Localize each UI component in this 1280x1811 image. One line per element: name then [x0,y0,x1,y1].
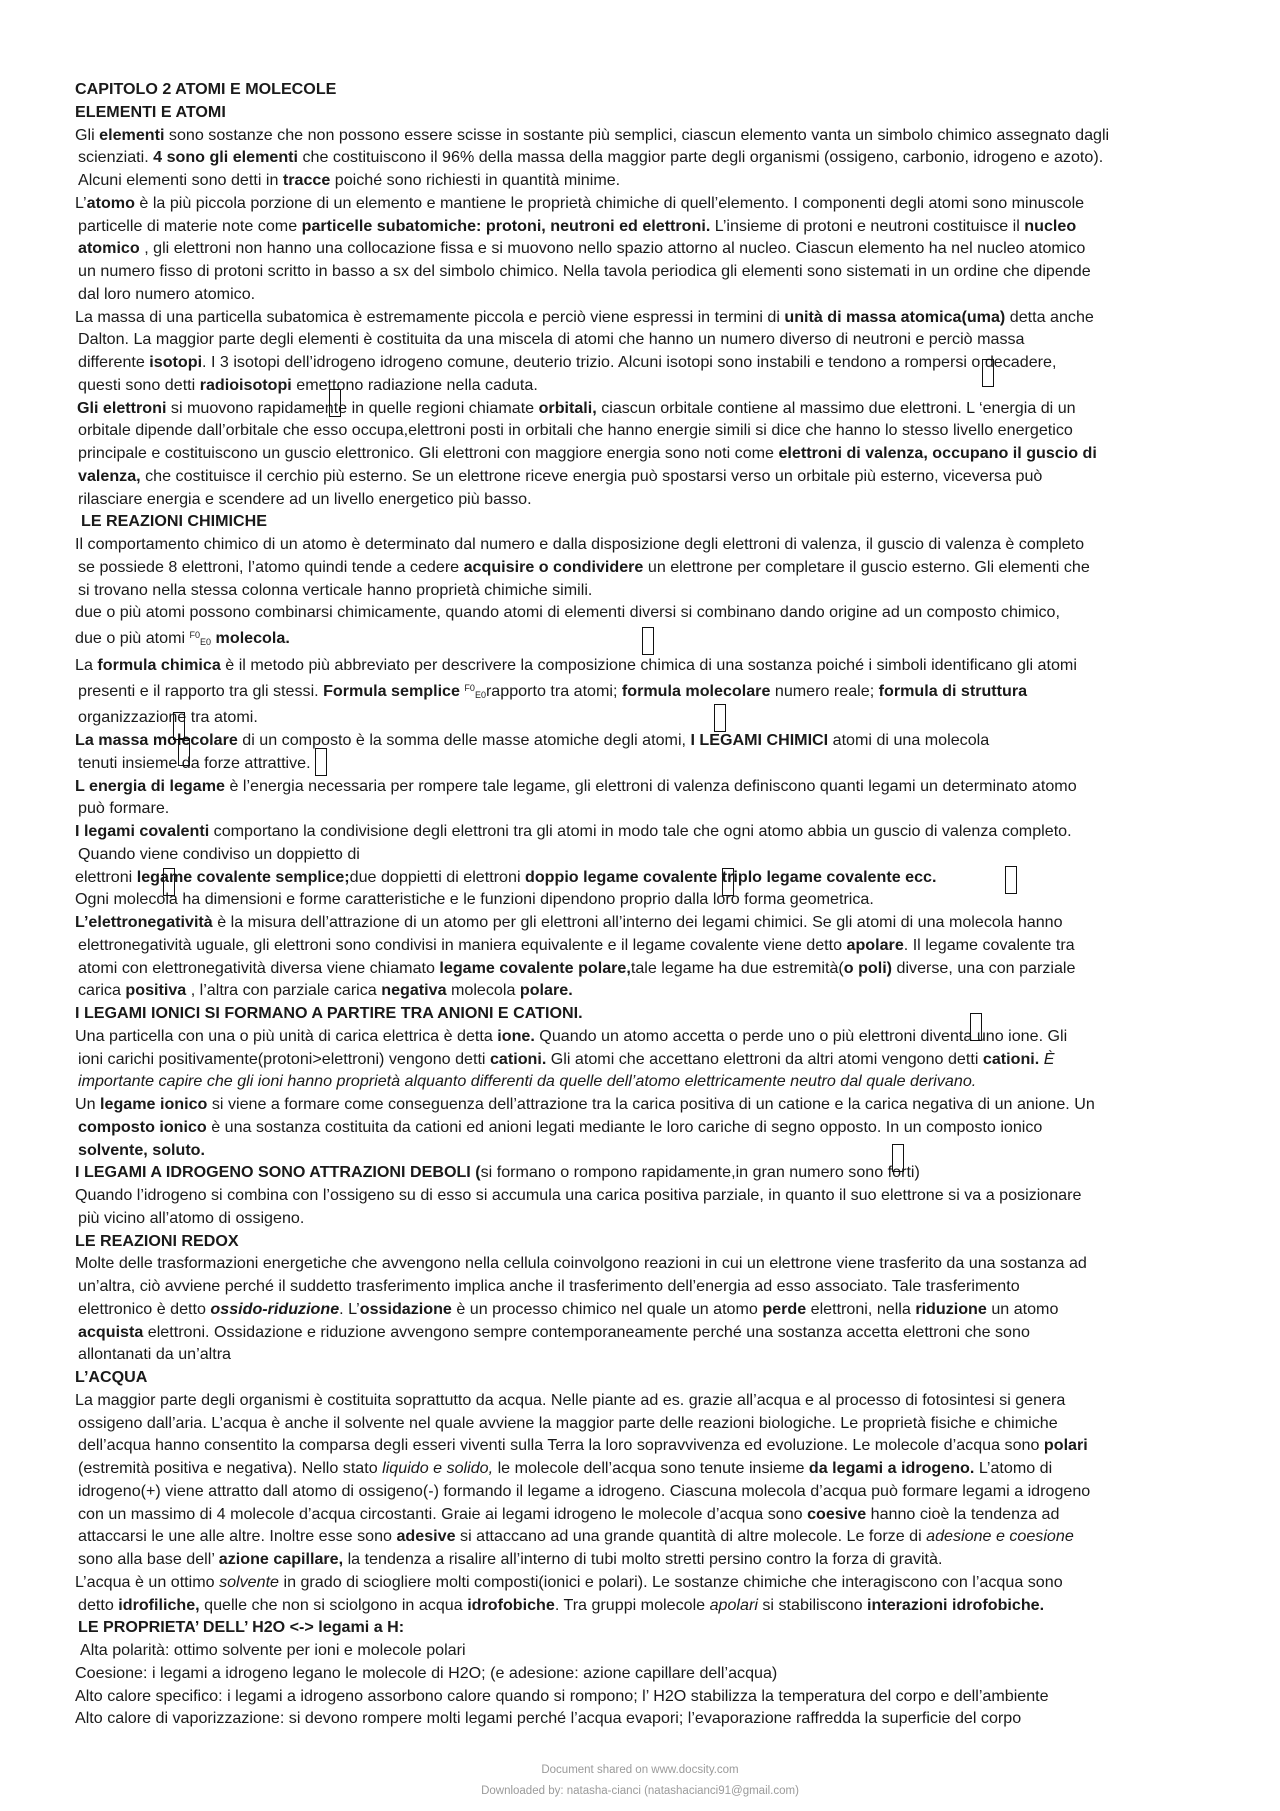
text-run: con un massimo di 4 molecole d’acqua circostanti. Graie ai legami idrogeno le molecole d’acqua sono [78,1504,808,1523]
text-run: Quando l’idrogeno si combina con l’ossigeno su di esso si accumula una carica positiva parziale, in quanto il suo elettrone si va a posizionare [75,1186,1082,1204]
text-run: Alto calore di vaporizzazione: si devono rompere molti legami perché l’acqua evapori; l’evaporazione raffredda la superficie del corpo [75,1709,1022,1728]
text-run: è il metodo più abbreviato per descrivere la composizione chimica di una sostanza poiché i simboli identificano gli atomi [220,655,1077,674]
missing-glyph-icon [970,1013,982,1041]
text-run: Alto calore specifico: i legami a idrogeno assorbono calore quando si rompono; l’ H2O stabilizza la temperatura del corpo e dell’ambiente [75,1686,1049,1705]
missing-glyph-icon [178,738,190,766]
text-run: ciascun orbitale contiene al massimo due elettroni. L ‘energia di un [596,398,1076,417]
text-run: che costituiscono il 96% della massa della maggior parte degli organismi (ossigeno, carbonio, idrogeno e azoto). [298,148,1104,167]
bold-text: o poli) [843,958,893,977]
text-line [75,677,1215,707]
missing-glyph-icon [315,748,327,776]
text-line [75,1685,1215,1708]
bold-text: atomico [78,239,140,258]
text-run: Un [75,1095,101,1113]
bold-text: riduzione [915,1299,987,1318]
italic-text: apolari [709,1595,758,1614]
text-line [75,1480,1215,1503]
italic-text: adesione e coesione [926,1527,1074,1546]
text-run: . Tra gruppi molecole [554,1595,710,1614]
text-run: che costituisce il cerchio più esterno. Se un elettrone riceve energia può spostarsi verso un orbitale più esterno, viceversa può [140,466,1043,485]
bold-text: acquisire o condividere [463,557,644,576]
text-run: rapporto tra atomi; [485,681,622,700]
text-line [75,843,1215,866]
text-run: E0 [474,689,486,700]
italic-text: liquido e solido, [382,1459,494,1477]
missing-glyph-icon [714,704,726,732]
text-run: La maggior parte degli organismi è costituita soprattutto da acqua. Nelle piante ad es. grazie all’acqua e al processo di fotosintesi si genera [75,1390,1066,1409]
bold-text: legame covalente semplice; [136,867,350,886]
text-run: principale e costituiscono un guscio elettronico. Gli elettroni con maggiore energia sono noti come [78,444,779,462]
text-run: Dalton. La maggior parte degli elementi è costituita da una miscela di atomi che hanno un numero diverso di neutroni e perciò massa [78,330,1025,349]
text-line [75,146,1215,169]
bold-text: 4 sono gli elementi [153,148,299,167]
text-run: L’insieme di protoni e neutroni costituisce il [710,216,1025,235]
text-line [75,556,1215,579]
text-line [75,1366,1215,1389]
text-line [75,101,1215,124]
text-line [75,260,1215,283]
bold-text: Gli elettroni [77,398,167,417]
bold-text: ossido-riduzione [210,1299,340,1318]
text-line [75,911,1215,934]
bold-text: perde [762,1299,807,1318]
bold-text: I LEGAMI IONICI SI FORMANO A PARTIRE TRA ANIONI E CATIONI. [75,1004,583,1022]
bold-text: tracce [282,171,331,189]
text-run: un numero fisso di protoni scritto in basso a sx del simbolo chimico. Nella tavola periodica gli elementi sono sistemati in un ordine che dipende [78,262,1091,280]
bold-text: elettroni di valenza, occupano il guscio di [778,444,1097,462]
text-run: è un processo chimico nel quale un atomo [451,1299,763,1318]
bold-text: composto ionico [78,1117,207,1136]
bold-text: I LEGAMI CHIMICI [690,731,829,749]
text-line [75,654,1215,677]
bold-text: radioisotopi [199,375,292,394]
text-line [75,397,1215,420]
text-line [75,1048,1215,1071]
missing-glyph-icon [892,1144,904,1172]
text-run: è l’energia necessaria per rompere tale legame, gli elettroni di valenza definiscono quanti legami un determinato atomo [224,776,1077,795]
bold-text: valenza, [78,466,141,485]
text-run: è una sostanza costituita da cationi ed anioni legati mediante le loro cariche di segno opposto. In un composto ionico [206,1117,1043,1136]
text-line [75,1116,1215,1139]
italic-text: solvente [219,1572,280,1591]
missing-glyph-icon [982,359,994,387]
text-line [75,775,1215,798]
text-run: . L’ [339,1299,360,1318]
text-run: rilasciare energia e scendere ad un livello energetico più basso. [78,489,532,508]
text-run: La [75,655,98,674]
text-run: Coesione: i legami a idrogeno legano le molecole di H2O; (e adesione: azione capillare dell’acqua) [75,1663,778,1682]
text-line [75,601,1215,624]
bold-text: L’elettronegatività [75,913,213,931]
text-line [75,1252,1215,1275]
bold-text: positiva [125,981,187,1000]
italic-text: importante capire che gli ioni hanno proprietà alquanto differenti da quelle dell’atomo elettricamente neutro dal quale derivano. [78,1072,977,1091]
text-run: atomi con elettronegatività diversa viene chiamato [78,958,440,977]
text-line [75,1594,1215,1617]
text-run: (estremità positiva e negativa). Nello stato [78,1459,383,1477]
text-line [75,533,1215,556]
bold-text: LE REAZIONI CHIMICHE [81,512,267,531]
text-run: si trovano nella stessa colonna verticale hanno proprietà chimiche simili. [78,580,593,599]
text-line [75,419,1215,442]
text-line [75,1548,1215,1571]
text-line [75,1139,1215,1162]
text-line [75,1230,1215,1253]
document-body [75,78,1215,1730]
text-run: dell’acqua hanno consentito la comparsa degli esseri viventi sulla Terra la loro sopravvivenza ed evoluzione. Le molecole d’acqua sono [78,1436,1044,1455]
text-line [75,1298,1215,1321]
text-line [75,124,1215,147]
text-run: orbitale dipende dall’orbitale che esso occupa,elettroni posti in orbitali che hanno energie simili si dice che hanno lo stesso livello energetico [78,421,1073,440]
text-line [75,752,1215,775]
bold-text: ossidazione [359,1299,452,1318]
text-line [75,797,1215,820]
text-line [75,1525,1215,1548]
text-run: due o più atomi possono combinarsi chimicamente, quando atomi di elementi diversi si combinano dando origine ad un composto chimico, [75,603,1060,622]
text-run: emettono radiazione nella caduta. [291,375,538,394]
bold-text: formula molecolare [621,681,771,700]
missing-glyph-icon [722,868,734,896]
text-line [75,237,1215,260]
text-run: si attaccano ad una grande quantità di altre molecole. Le forze di [455,1527,927,1546]
bold-text: La massa molecolare [75,731,238,749]
text-line [75,442,1215,465]
missing-glyph-icon [173,712,185,740]
bold-text: L’ACQUA [75,1368,148,1386]
text-run: Il comportamento chimico di un atomo è determinato dal numero e dalla disposizione degli elettroni di valenza, il guscio di valenza è completo [75,535,1085,553]
text-line [75,1616,1215,1639]
text-run: organizzazione tra atomi. [78,708,258,727]
text-line [75,328,1215,351]
text-run: , gli elettroni non hanno una collocazione fissa e si muovono nello spazio attorno al nucleo. Ciascun elemento ha nel nucleo atomico [139,239,1086,258]
text-line [75,465,1215,488]
text-line [75,1161,1215,1184]
text-run: tenuti insieme da forze attrattive. [78,753,311,772]
text-run: tale legame ha due estremità( [630,958,844,977]
text-line [75,706,1215,729]
bold-text: negativa [381,981,447,1000]
text-line [75,979,1215,1002]
text-run: può formare. [78,799,170,818]
text-run: elettronico è detto [78,1299,211,1318]
text-run: F0 [464,682,475,693]
text-line [75,374,1215,397]
text-line [75,1662,1215,1685]
bold-text: nucleo [1024,216,1077,235]
text-run: si formano o rompono rapidamente,in gran numero sono forti) [480,1163,920,1182]
bold-text: isotopi [149,353,203,371]
bold-text: atomo [86,193,135,212]
text-run: si viene a formare come conseguenza dell’attrazione tra la carica positiva di un catione e la carica negativa di un anione. Un [207,1095,1095,1113]
text-line [75,1457,1215,1480]
text-run: si stabiliscono [757,1595,868,1614]
text-run: ossigeno dall’aria. L’acqua è anche il solvente nel quale avviene la maggior parte delle reazioni biologiche. Le proprietà fisiche e chimiche [78,1413,1058,1432]
text-run: quelle che non si sciolgono in acqua [199,1595,468,1614]
text-run: in grado di sciogliere molti composti(ionici e polari). Le sostanze chimiche che interagiscono con l’acqua sono [279,1572,1063,1591]
text-line [75,866,1215,889]
text-run: due o più atomi [75,629,190,647]
text-run: è la misura dell’attrazione di un atomo per gli elettroni all’interno dei legami chimici. Se gli atomi di una molecola hanno [212,913,1063,931]
text-run: un elettrone per completare il guscio esterno. Gli elementi che [643,557,1090,576]
bold-text: formula chimica [97,655,221,674]
text-line [75,1321,1215,1344]
text-run: comportano la condivisione degli elettroni tra gli atomi in modo tale che ogni atomo abbia un guscio di valenza completo. [209,822,1072,840]
bold-text: orbitali, [538,398,597,417]
bold-text: idrofobiche [467,1595,555,1614]
text-run: un atomo [986,1299,1059,1318]
text-line [75,1093,1215,1116]
bold-text: polare. [519,981,573,1000]
missing-glyph-icon [1005,866,1017,894]
text-run: Gli atomi che accettano elettroni da altri atomi vengono detti [546,1049,983,1068]
bold-text: apolare [846,935,904,954]
bold-text: formula di struttura [878,681,1028,700]
text-line [75,1002,1215,1025]
text-run: La massa di una particella subatomica è estremamente piccola e perciò viene espressi in termini di [75,307,785,326]
text-run: sono sostanze che non possono essere scisse in sostante più semplici, ciascun elemento vanta un simbolo chimico assegnato dagli [164,125,1110,144]
text-run: elettroni, nella [806,1299,916,1318]
bold-text: molecola. [215,629,290,647]
text-run: si muovono rapidamente in quelle regioni chiamate [166,398,539,417]
text-run: diverse, una con parziale [892,958,1076,977]
text-line [75,1184,1215,1207]
text-run: differente [78,353,150,371]
bold-text: acquista [78,1322,144,1341]
text-line [75,957,1215,980]
text-line [75,1503,1215,1526]
bold-text: idrofiliche, [118,1595,200,1614]
text-run: dal loro numero atomico. [78,284,256,303]
bold-text: da legami a idrogeno. [808,1459,975,1477]
text-line [75,169,1215,192]
text-run: Alta polarità: ottimo solvente per ioni e molecole polari [80,1641,466,1659]
text-line [75,1639,1215,1662]
text-run: L’atomo di [974,1459,1053,1477]
text-run: attaccarsi le une alle altre. Inoltre esse sono [78,1527,397,1546]
text-line [75,510,1215,533]
bold-text: ELEMENTI E ATOMI [75,102,226,121]
text-run: è la più piccola porzione di un elemento e mantiene le proprietà chimiche di quell’elemento. I componenti degli atomi sono minuscole [134,193,1085,212]
text-run: L’ [75,193,87,212]
text-run: . Il legame covalente tra [903,935,1075,954]
text-line [75,215,1215,238]
text-run: Quando viene condiviso un doppietto di [78,844,360,863]
bold-text: legame ionico [100,1095,208,1113]
text-line [75,1389,1215,1412]
bold-text: adesive [396,1527,456,1546]
text-run: due doppietti di elettroni [349,867,526,886]
text-run: la tendenza a risalire all’interno di tubi molto stretti persino contro la forza di gravità. [343,1550,943,1568]
bold-text: cationi. [489,1049,547,1068]
bold-text: interazioni idrofobiche. [867,1595,1045,1614]
text-run: idrogeno(+) viene attratto dall atomo di ossigeno(-) formando il legame a idrogeno. Ciascuna molecola d’acqua può formare legami a idrogeno [78,1481,1091,1500]
bold-text: solvente, soluto. [78,1140,205,1159]
text-run: , l’altra con parziale carica [186,981,382,1000]
text-run: di un composto è la somma delle masse atomiche degli atomi, [237,731,691,749]
text-run: L’acqua è un ottimo [75,1572,220,1591]
text-run: Ogni molecola ha dimensioni e forme caratteristiche e le funzioni dipendono proprio dalla loro forma geometrica. [75,890,874,909]
bold-text: elementi [99,125,165,144]
text-line [75,351,1215,374]
text-run: detto [78,1595,119,1614]
text-line [75,488,1215,511]
text-run: poiché sono richiesti in quantità minime. [330,171,621,189]
text-run: scienziati. [78,148,154,167]
text-run: elettroni. Ossidazione e riduzione avvengono sempre contemporaneamente perché una sostanza accetta elettroni che sono [143,1322,1030,1341]
bold-text: I LEGAMI A IDROGENO SONO ATTRAZIONI DEBOLI ( [75,1163,481,1182]
bold-text: I legami covalenti [75,822,210,840]
text-line [75,1343,1215,1366]
bold-text: unità di massa atomica(uma) [784,307,1006,326]
text-run: se possiede 8 elettroni, l’atomo quindi tende a cedere [78,557,464,576]
bold-text: azione capillare, [218,1550,344,1568]
text-run: le molecole dell’acqua sono tenute insieme [493,1459,809,1477]
text-run: molecola [446,981,520,1000]
text-line [75,1207,1215,1230]
text-line [75,78,1215,101]
text-line [75,192,1215,215]
text-run: Una particella con una o più unità di carica elettrica è detta [75,1026,498,1045]
text-line [75,1707,1215,1730]
text-run: elettroni [75,867,137,886]
bold-text: L energia di legame [75,776,225,795]
footer-shared: Document shared on www.docsity.com [541,1764,739,1776]
text-run: . I 3 isotopi dell’idrogeno idrogeno comune, deuterio trizio. Alcuni isotopi sono instabili e tendono a rompersi o decadere, [202,353,1057,371]
bold-text: LE REAZIONI REDOX [75,1231,239,1250]
bold-text: coesive [807,1504,867,1523]
text-run: questi sono detti [78,375,200,394]
italic-text: È [1039,1049,1055,1068]
text-line [75,888,1215,911]
text-line [75,820,1215,843]
missing-glyph-icon [163,868,175,896]
text-line [75,934,1215,957]
bold-text: legame covalente polare, [439,958,631,977]
text-run: particelle di materie note come [78,216,302,235]
text-run: elettronegatività uguale, gli elettroni sono condivisi in maniera equivalente e il legame covalente viene detto [78,935,847,954]
missing-glyph-icon [642,627,654,655]
bold-text: LE PROPRIETA’ DELL’ H2O <-> legami a H: [78,1618,405,1637]
text-run: Molte delle trasformazioni energetiche che avvengono nella cellula coinvolgono reazioni in cui un elettrone viene trasferito da una sostanza ad [75,1254,1087,1273]
footer-downloaded: Downloaded by: natasha-cianci (natashacianci91@gmail.com) [481,1785,799,1797]
text-run: allontanati da un’altra [78,1345,232,1364]
bold-text: Formula semplice [323,681,465,700]
text-run: E0 [200,637,212,647]
text-line [75,1275,1215,1298]
bold-text: doppio legame covalente triplo legame covalente ecc. [525,867,937,886]
bold-text: cationi. [982,1049,1040,1068]
text-run: un’altra, ciò avviene perché il suddetto trasferimento implica anche il trasferimento dell’energia ad esso associato. Tale trasferimento [78,1277,1020,1295]
text-run: Gli [75,125,100,144]
text-line [75,579,1215,602]
text-run: atomi di una molecola [828,731,990,749]
bold-text: ione. [497,1026,535,1045]
text-line [75,1070,1215,1093]
text-run: F0 [189,630,201,640]
text-line [75,1434,1215,1457]
missing-glyph-icon [329,389,341,417]
bold-text: particelle subatomiche: protoni, neutroni ed elettroni. [301,216,711,235]
text-line [75,729,1215,752]
text-line [75,306,1215,329]
text-run: presenti e il rapporto tra gli stessi. [78,681,324,700]
text-run: ioni carichi positivamente(protoni>elettroni) vengono detti [78,1049,490,1068]
text-run: detta anche [1005,307,1094,326]
text-run: hanno cioè la tendenza ad [866,1504,1060,1523]
text-run: Quando un atomo accetta o perde uno o più elettroni diventa uno ione. Gli [534,1026,1068,1045]
text-line [75,1025,1215,1048]
text-run: numero reale; [770,681,879,700]
text-run: carica [78,981,126,1000]
text-line [75,283,1215,306]
text-line [75,1412,1215,1435]
bold-text: polari [1043,1436,1088,1455]
text-run: più vicino all’atomo di ossigeno. [78,1208,305,1227]
text-line [75,1571,1215,1594]
text-run: sono alla base dell’ [78,1550,219,1568]
text-run: Alcuni elementi sono detti in [78,171,283,189]
bold-text: CAPITOLO 2 ATOMI E MOLECOLE [75,80,337,98]
